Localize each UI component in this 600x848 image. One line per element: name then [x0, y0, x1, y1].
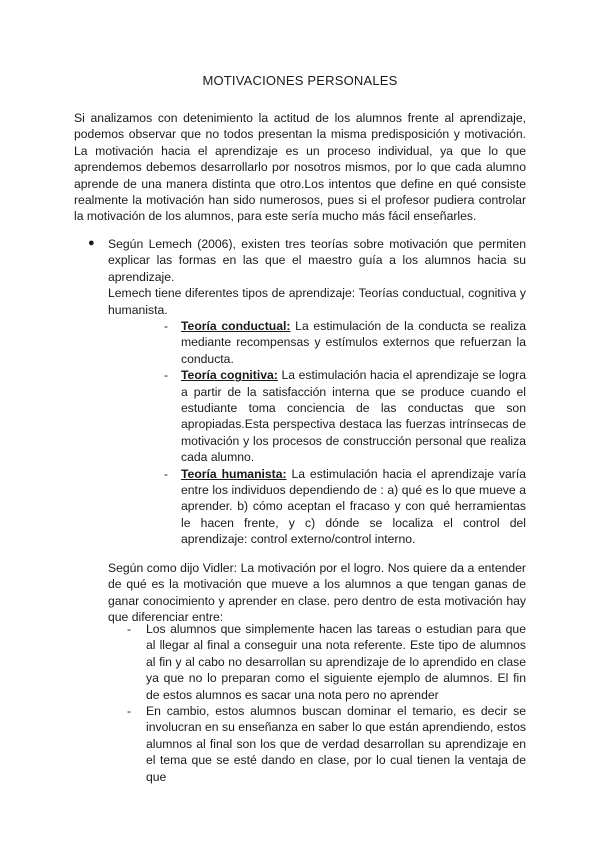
theories-list	[160, 318, 526, 548]
list-item-text: En cambio, estos alumnos buscan dominar el temario, es decir se involucran en su enseñanza en saber lo que están aprendiendo, estos alumnos al final son los que de verdad desarrollan su aprendizaje en el tema que se esté dando en clase, por lo cual tienen la ventaja de que	[146, 704, 526, 784]
vidler-paragraph: Según como dijo Vidler: La motivación por el logro. Nos quiere da a entender de qué es la motivación que mueve a los alumnos a que tengan ganas de ganar conocimiento y aprender en clase. pero dentro de esta motivación hay que diferenciar entre:	[108, 561, 526, 625]
list-item	[125, 621, 526, 703]
theory-item	[160, 466, 526, 548]
theory-name: Teoría conductual:	[181, 319, 291, 333]
dash-icon: -	[127, 622, 132, 636]
theory-name: Teoría humanista:	[181, 466, 287, 481]
theory-text: La estimulación hacia el aprendizaje varía entre los individuos dependiendo de : a) qué es lo que mueve a aprender. b) cómo aceptan el fracaso y con qué herramientas le hacen frente, y c) dónde se localiza el control del aprendizaje: control externo/control interno.	[181, 466, 526, 547]
list-item-text: Los alumnos que simplemente hacen las tareas o estudian para que al llegar al final a conseguir una nota referente. Este tipo de alumnos al fin y al cabo no desarrollan su aprendizaje de lo aprendido en clase ya que no lo preparan como el siguiente ejemplo de alumnos. El fin de estos alumnos es sacar una nota pero no aprender	[146, 622, 526, 702]
dash-icon: -	[164, 319, 169, 333]
theory-text: La estimulación hacia el aprendizaje se logra a partir de la satisfacción interna que se produce cuando el estudiante toma conciencia de las conductas que son apropiadas.Esta perspectiva destaca las fuerzas intrínsecas de motivación y los procesos de construcción personal que realiza cada alumno.	[181, 368, 526, 465]
theory-item	[160, 318, 526, 367]
theory-text: La estimulación de la conducta se realiza mediante recompensas y estímulos externos que refuerzan la conducta.	[181, 319, 527, 366]
dash-icon: -	[164, 466, 169, 481]
dash-icon: -	[164, 368, 169, 383]
lemech-bullet	[108, 236, 526, 318]
theory-name: Teoría cognitiva:	[181, 368, 278, 383]
theory-item	[160, 367, 526, 465]
list-item	[125, 703, 526, 785]
lemech-text: Según Lemech (2006), existen tres teorías sobre motivación que permiten explicar las formas en las que el maestro guía a los alumnos hacia su aprendizaje.	[108, 237, 526, 284]
vidler-list	[125, 621, 526, 785]
document-title: MOTIVACIONES PERSONALES	[202, 73, 398, 88]
dash-icon: -	[127, 704, 132, 719]
bullet-icon: ●	[88, 237, 95, 249]
lemech-types-text: Lemech tiene diferentes tipos de aprendizaje: Teorías conductual, cognitiva y humanista.	[108, 286, 526, 317]
intro-paragraph: Si analizamos con detenimiento la actitud de los alumnos frente al aprendizaje, podemos observar que no todos presentan la misma predisposición y motivación. La motivación hacia el aprendizaje es un proceso individual, ya que lo que aprendemos debemos desarrollarlo por nosotros mismos, por lo que cada alumno aprende de una manera distinta que otro.Los intentos que define en qué consiste realmente la motivación han sido numerosos, pues si el profesor pudiera controlar la motivación de los alumnos, para este sería mucho más fácil enseñarles.	[74, 111, 526, 224]
